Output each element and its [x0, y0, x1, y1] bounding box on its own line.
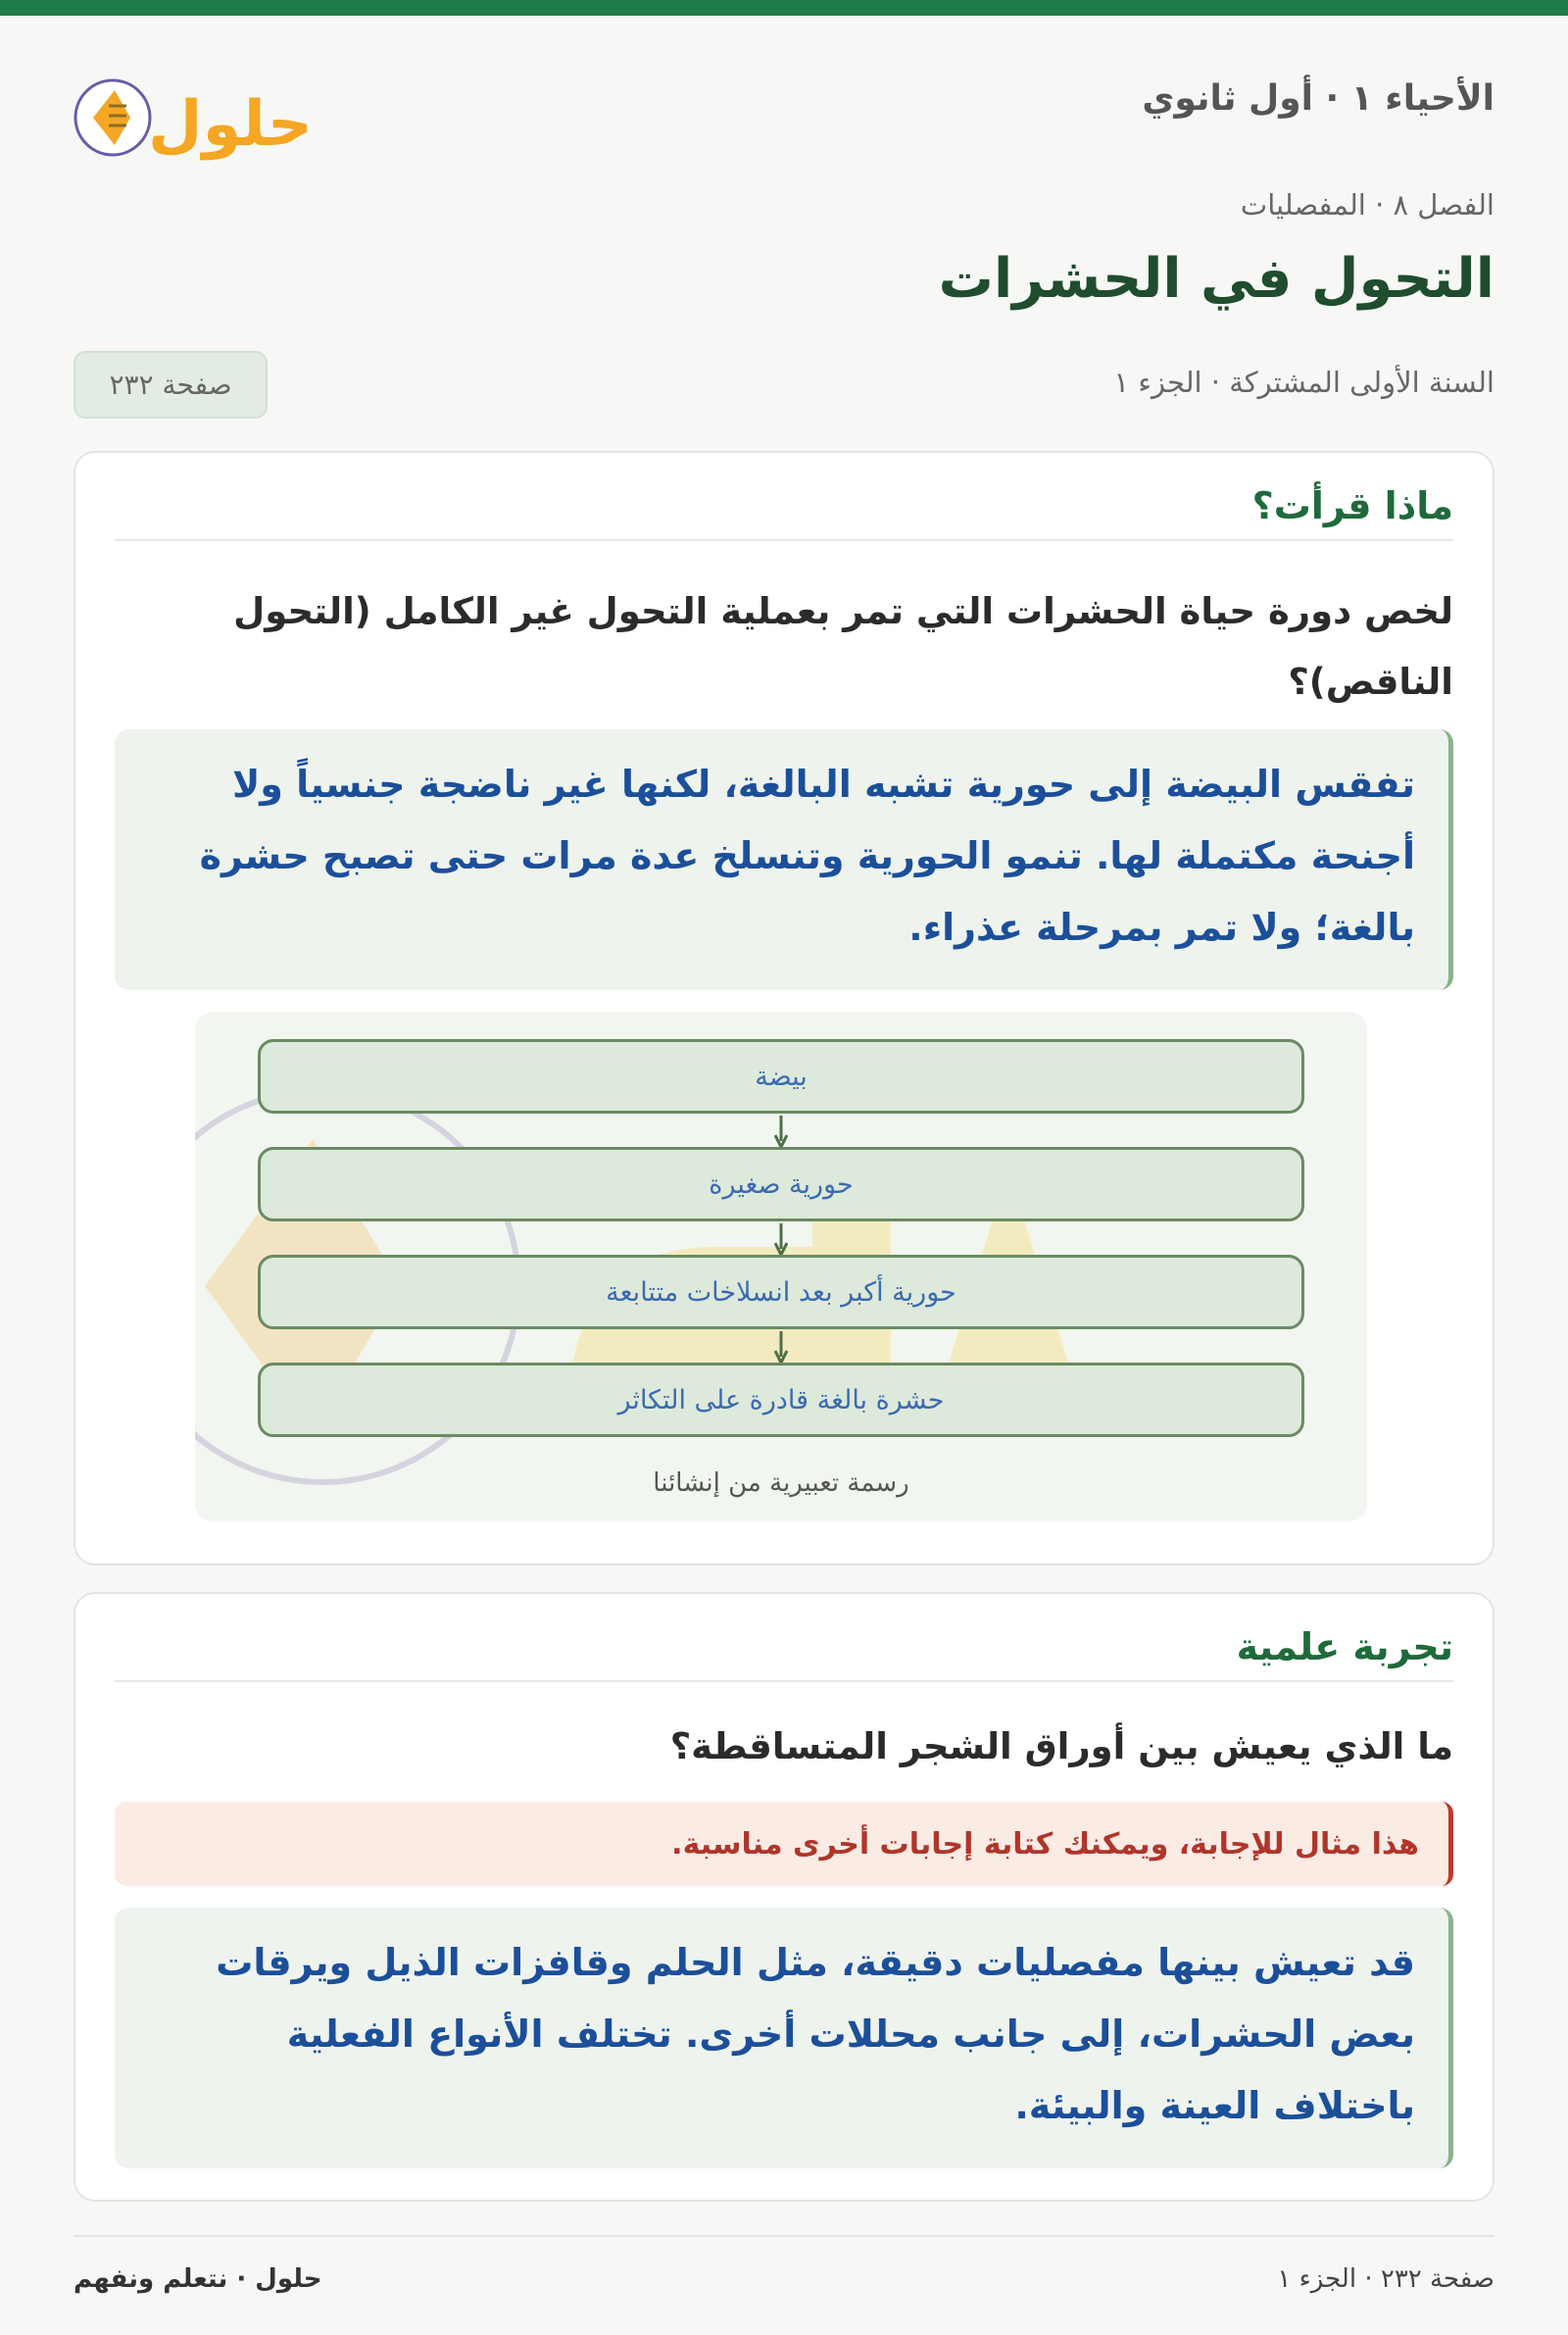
science-experiment-card	[74, 1592, 1494, 2202]
what-did-you-read-card	[74, 451, 1494, 1565]
site-title: الأحياء ١ · أول ثانوي	[1142, 78, 1494, 119]
card-title: تجربة علمية	[115, 1625, 1453, 1682]
footer-divider	[74, 2235, 1494, 2237]
stage-egg: بيضة	[258, 1039, 1304, 1114]
question-text: لخص دورة حياة الحشرات التي تمر بعملية التحول غير الكامل (التحول الناقص)؟	[233, 590, 1453, 703]
page-header	[74, 59, 1494, 167]
page-badge: صفحة ٢٣٢	[74, 351, 268, 419]
hulul-logo[interactable]	[74, 67, 328, 165]
life-cycle-diagram	[195, 1012, 1367, 1521]
top-accent-bar	[0, 0, 1568, 16]
question-text: ما الذي يعيش بين أوراق الشجر المتساقطة؟	[669, 1725, 1453, 1767]
arrow-down-icon	[774, 1223, 788, 1257]
stage-adult: حشرة بالغة قادرة على التكاثر	[258, 1363, 1304, 1437]
arrow-down-icon	[774, 1116, 788, 1149]
logo-text: حلول	[148, 88, 313, 161]
footer-brand[interactable]: حلول · نتعلم ونفهم	[74, 2264, 322, 2294]
chapter-line: الفصل ٨ · المفصليات	[1240, 188, 1494, 222]
stage-young-nymph: حورية صغيرة	[258, 1147, 1304, 1221]
answer-box: قد تعيش بينها مفصليات دقيقة، مثل الحلم وقافزات الذيل ويرقات بعض الحشرات، إلى جانب محللات أخرى. تختلف الأنواع الفعلية باختلاف العينة والبيئة.	[115, 1908, 1453, 2168]
page-title: التحول في الحشرات	[938, 247, 1494, 311]
answer-box: تفقس البيضة إلى حورية تشبه البالغة، لكنها غير ناضجة جنسياً ولا أجنحة مكتملة لها. تنمو الحورية وتنسلخ عدة مرات حتى تصبح حشرة بالغة؛ ولا تمر بمرحلة عذراء.	[115, 729, 1453, 990]
card-title: ماذا قرأت؟	[115, 484, 1453, 541]
stage-older-nymph: حورية أكبر بعد انسلاخات متتابعة	[258, 1255, 1304, 1329]
example-answer-note: هذا مثال للإجابة، ويمكنك كتابة إجابات أخرى مناسبة.	[115, 1802, 1453, 1886]
subline: السنة الأولى المشتركة · الجزء ١	[1113, 366, 1494, 399]
diagram-caption: رسمة تعبيرية من إنشائنا	[653, 1468, 909, 1498]
footer-page-info: صفحة ٢٣٢ · الجزء ١	[1277, 2264, 1494, 2294]
arrow-down-icon	[774, 1331, 788, 1365]
